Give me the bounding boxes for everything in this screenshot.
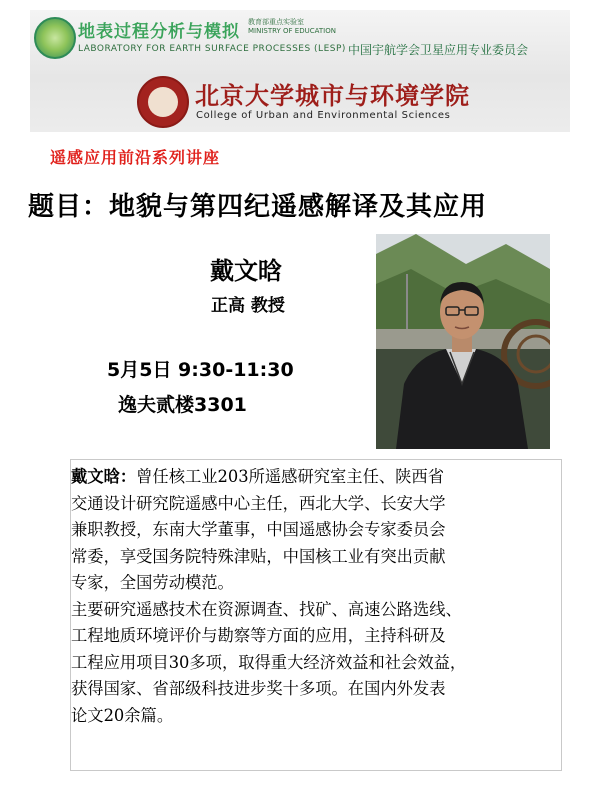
lesp-emblem-icon: [34, 17, 76, 59]
pku-title-cn: 北京大学城市与环境学院: [195, 81, 470, 110]
bio-line-6: 主要研究遥感技术在资源调查、找矿、高速公路选线、: [71, 599, 462, 619]
bio-line-2: 交通设计研究院遥感中心主任，西北大学、长安大学: [71, 493, 446, 513]
bio-line-4: 常委，享受国务院特殊津贴，中国核工业有突出贡献: [71, 546, 446, 566]
speaker-title: 正高 教授: [211, 296, 285, 316]
speaker-bio: [70, 459, 562, 771]
lecture-topic: 题目：地貌与第四纪遥感解译及其应用: [28, 192, 488, 222]
header-banner: [30, 10, 570, 132]
lesp-title-en: LABORATORY FOR EARTH SURFACE PROCESSES (LESP): [78, 44, 346, 54]
lesp-ministry-label: [248, 18, 336, 36]
bio-line-8: 工程应用项目30多项，取得重大经济效益和社会效益，: [71, 652, 467, 672]
bio-name-label: 戴文晗：: [71, 467, 137, 486]
bio-line-1: [71, 464, 561, 491]
speaker-name: 戴文晗: [210, 257, 282, 285]
bio-line-10: 论文20余篇。: [71, 705, 174, 725]
pku-emblem-inner: [148, 87, 178, 117]
event-location: 逸夫贰楼3301: [118, 394, 247, 416]
committee-name: 中国宇航学会卫星应用专业委员会: [348, 43, 529, 57]
speaker-photo-illustration: [376, 234, 550, 449]
bio-line-1-text: 曾任核工业203所遥感研究室主任、陕西省: [136, 467, 444, 486]
lesp-title-cn: 地表过程分析与模拟: [78, 22, 240, 42]
lesp-label-line1: 教育部重点实验室: [248, 18, 304, 26]
pku-title-en: College of Urban and Environmental Sciences: [196, 110, 451, 121]
lecture-series: 遥感应用前沿系列讲座: [50, 148, 221, 167]
bio-line-3: 兼职教授，东南大学董事，中国遥感协会专家委员会: [71, 520, 446, 539]
pku-emblem-icon: [137, 76, 189, 128]
bio-line-9: 获得国家、省部级科技进步奖十多项。在国内外发表: [71, 679, 446, 698]
speaker-photo: [376, 234, 550, 449]
lesp-logo: [30, 14, 346, 64]
bio-line-7: 工程地质环境评价与勘察等方面的应用，主持科研及: [71, 626, 446, 645]
bio-line-5: 专家，全国劳动模范。: [71, 573, 234, 592]
lesp-label-line2: MINISTRY OF EDUCATION: [248, 27, 336, 35]
event-time: 5月5日 9:30-11:30: [107, 359, 294, 381]
